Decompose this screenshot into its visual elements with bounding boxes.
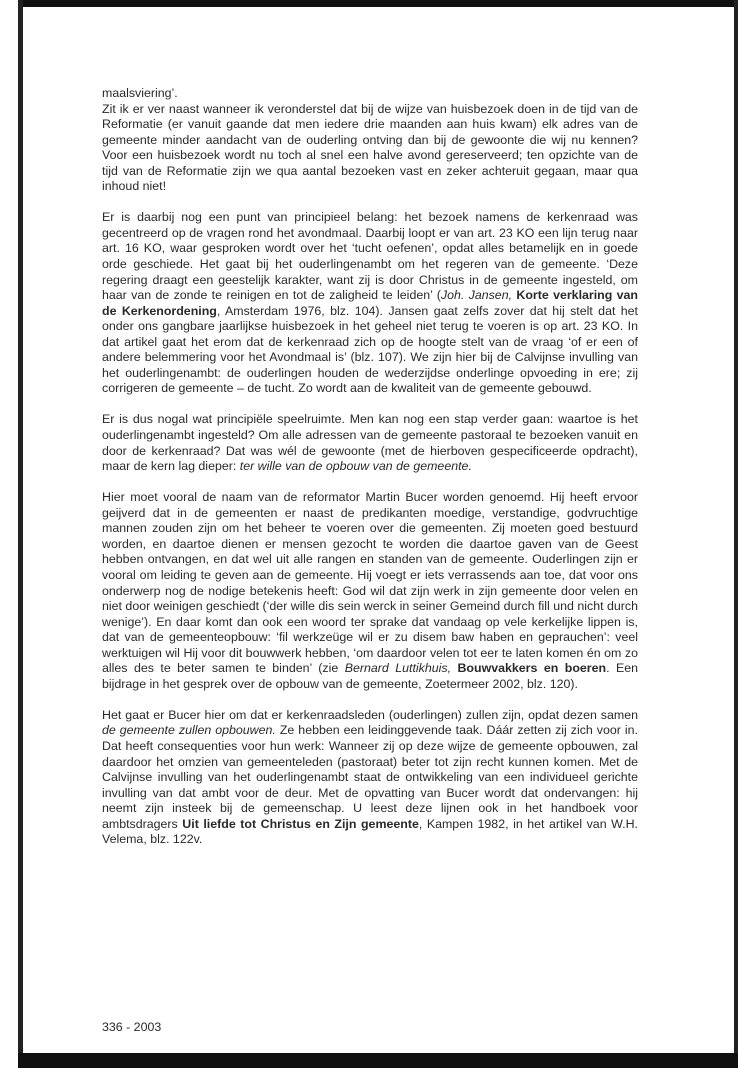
book-title: Korte verklaring van de Kerkenordening: [102, 288, 638, 318]
paragraph-text: Er is daarbij nog een punt van principieel belang: het bezoek namens de kerkenraad was gecentreerd op de vragen rond het avondmaal. Daarbij loopt er van art. 23 KO een lijn terug naar art. 16 KO, waar gesproken wordt over het ‘tucht oefenen’, opdat alles betamelijk en in goede orde geschiede. Het gaat bij het ouderlingenambt om het regeren van de gemeente. ‘Deze regering draagt een geestelijk karakter, want zij is door Christus in de gemeente ingesteld, om haar van de zonde te reinigen en tot de zaligheid te leiden’ (: [102, 210, 638, 303]
paragraph: [102, 490, 638, 692]
paragraph: [102, 86, 638, 195]
scan-edge-right: [734, 0, 738, 1068]
scan-edge-bottom: [18, 1053, 738, 1068]
paragraph-text: . Een bijdrage in het gesprek over de opbouw van de gemeente, Zoetermeer 2002, blz. 120).: [102, 661, 639, 691]
paragraph-text: Ze hebben een leidinggevende taak. Dáár zetten zij zich voor in. Dat heeft consequenties voor hun werk: Wanneer zij op deze wijze de gemeente opbouwen, zal daardoor het omzien van gemeenteleden (pastoraat) beter tot zijn recht kunnen komen. Met de Calvijnse invulling van het ouderlingenambt staat de ontwikkeling van een individueel gerichte invulling van dat ambt voor de deur. Met de opvatting van Bucer wordt dat ondervangen: hij neemt zijn insteek bij de gemeenschap. U leest deze lijnen ook in het handboek voor ambtsdragers: [102, 723, 638, 831]
paragraph-text: , Amsterdam 1976, blz. 104). Jansen gaat zelfs zover dat hij stelt dat het onder ons gangbare jaarlijkse huisbezoek in het geheel niet terug te voeren is op art. 23 KO. In dat artikel gaat het erom dat de kerkenraad zich op de hoogte stelt van de vraag ‘of er een of andere belemmering voor het Avondmaal is’ (blz. 107). We zijn hier bij de Calvijnse invulling van het ouderlingenambt: de ouderlingen houden de wederzijdse onderlinge opvoeding in ere; zij corrigeren de gemeente – de tucht. Zo wordt aan de kwaliteit van de gemeente gebouwd.: [102, 303, 639, 396]
page-number: 336 - 2003: [102, 1020, 162, 1034]
book-title: Uit liefde tot Christus en Zijn gemeente: [182, 816, 419, 831]
scan-edge-left: [18, 0, 23, 1068]
emphasis-text: ter wille van de opbouw van de gemeente.: [239, 459, 472, 474]
paragraph-text: Hier moet vooral de naam van de reformator Martin Bucer worden genoemd. Hij heeft ervoor geijverd dat in de gemeenten er naast de predikanten moedige, verstandige, godvruchtige mannen zouden zijn om het beheer te voeren over die gemeenten. Zij moeten goed bestuurd worden, en daartoe dienen er mensen gezocht te worden die daartoe gaven van de Geest hebben ontvangen, en dat wel uit alle rangen en standen van de gemeente. Ouderlingen zijn er vooral om leiding te geven aan de gemeente. Hij voegt er iets verrassends aan toe, dat voor ons onderwerp nog de nodige betekenis heeft: God wil dat zijn werk in zijn gemeente door velen en niet door weinigen geschiedt (‘der wille dis sein werck in seiner Gemeind durch fill und nicht durch wenige’). En daar komt dan ook een woord ter sprake dat vandaag op vele kerkelijke lippen is, dat van de gemeenteopbouw: ‘fil werkzeüge wil er zu disem baw haben en geprauchen’: veel werktuigen wil Hij voor dit bouwwerk hebben, ‘om daardoor velen tot eer te laten komen én om zo alles des te beter samen te binden’ (zie: [102, 490, 638, 676]
paragraph: [102, 412, 638, 474]
emphasis-text: Bernard Luttikhuis,: [344, 661, 452, 676]
emphasis-text: de gemeente zullen opbouwen.: [102, 723, 276, 738]
paragraph-text: , Kampen 1982, in het artikel van W.H. Velema, blz. 122v.: [102, 816, 638, 847]
paragraph-text: maalsviering’. Zit ik er ver naast wanneer ik veronderstel dat bij de wijze van huisbezoek doen in de tijd van de Reformatie (er vanuit gaande dat men iedere drie maanden aan huis kwam) elk adres van de gemeente minder aandacht van de ouderling ontving dan bij de gewoonte die wij nu kennen? Voor een huisbezoek wordt nu toch al snel een halve avond gereserveerd; ten opzichte van de tijd van de Reformatie zijn we qua aantal bezoeken vast en zeker achteruit gegaan, maar qua inhoud niet!: [102, 86, 638, 194]
paragraph: [102, 210, 638, 397]
paragraph-text: Het gaat er Bucer hier om dat er kerkenraadsleden (ouderlingen) zullen zijn, opdat dezen samen: [102, 707, 638, 722]
book-title: Bouwvakkers en boeren: [457, 661, 607, 676]
scan-edge-top: [18, 0, 738, 7]
paragraph: [102, 708, 638, 848]
paragraph-text: Er is dus nogal wat principiële speelruimte. Men kan nog een stap verder gaan: waartoe is het ouderlingenambt ingesteld? Om alle adressen van de gemeente pastoraal te bezoeken vanuit en door de kerkenraad? Dat was wél de gewoonte (met de hierboven gespecificeerde opdracht), maar de kern lag dieper:: [102, 412, 638, 474]
document-body: [102, 86, 638, 863]
emphasis-text: Joh. Jansen,: [440, 288, 513, 303]
